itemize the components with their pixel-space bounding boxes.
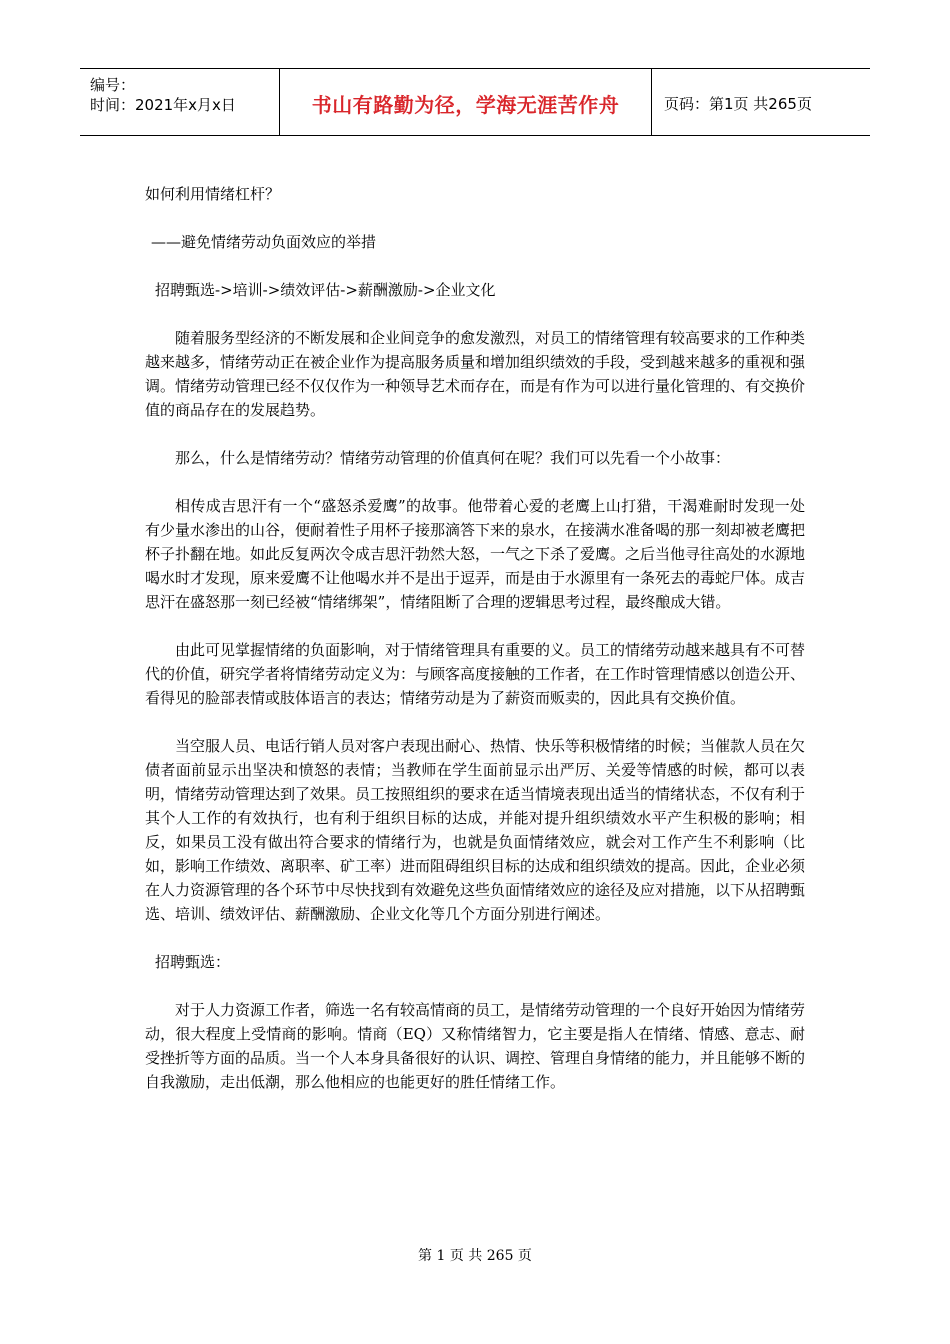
page-header [80,68,870,136]
header-meta [80,69,280,135]
document-title: 如何利用情绪杠杆？ [145,185,281,203]
section-heading-recruitment: 招聘甄选： [155,953,231,971]
document-subtitle: ——避免情绪劳动负面效应的举措 [151,233,377,251]
paragraph-story: 相传成吉思汗有一个“盛怒杀爱鹰”的故事。他带着心爱的老鹰上山打猎，干渴难耐时发现一处有少量水渗出的山谷，便耐着性子用杯子接那滴答下来的泉水，在接满水准备喝的那一刻却被老鹰把杯子扑翻在地。如此反复两次令成吉思汗勃然大怒，一气之下杀了爱鹰。之后当他寻往高处的水源地喝水时才发现，原来爱鹰不让他喝水并不是出于逗弄，而是由于水源里有一条死去的毒蛇尸体。成吉思汗在盛怒那一刻已经被“情绪绑架”，情绪阻断了合理的逻辑思考过程，最终酿成大错。 [145,497,806,611]
header-motto: 书山有路勤为径，学海无涯苦作舟 [311,92,620,117]
paragraph-definition: 由此可见掌握情绪的负面影响，对于情绪管理具有重要的义。员工的情绪劳动越来越具有不可替代的价值，研究学者将情绪劳动定义为：与顾客高度接触的工作者，在工作时管理情感以创造公开、看得见的脸部表情或肢体语言的表达；情绪劳动是为了薪资而贩卖的，因此具有交换价值。 [145,641,806,707]
document-body [145,182,805,1094]
paragraph-intro: 随着服务型经济的不断发展和企业间竞争的愈发激烈，对员工的情绪管理有较高要求的工作种类越来越多，情绪劳动正在被企业作为提高服务质量和增加组织绩效的手段，受到越来越多的重视和强调。情绪劳动管理已经不仅仅作为一种领导艺术而存在，而是有作为可以进行量化管理的、有交换价值的商品存在的发展趋势。 [145,329,806,419]
paragraph-effects: 当空服人员、电话行销人员对客户表现出耐心、热情、快乐等积极情绪的时候；当催款人员在欠债者面前显示出坚决和愤怒的表情；当教师在学生面前显示出严厉、关爱等情感的时候，都可以表明，情绪劳动管理达到了效果。员工按照组织的要求在适当情境表现出适当的情绪状态，不仅有利于其个人工作的有效执行，也有利于组织目标的达成，并能对提升组织绩效水平产生积极的影响；相反，如果员工没有做出符合要求的情绪行为，也就是负面情绪效应，就会对工作产生不利影响（比如，影响工作绩效、离职率、矿工率）进而阻碍组织目标的达成和组织绩效的提高。因此，企业必须在人力资源管理的各个环节中尽快找到有效避免这些负面情绪效应的途径及应对措施，以下从招聘甄选、培训、绩效评估、薪酬激励、企业文化等几个方面分别进行阐述。 [145,737,806,923]
paragraph-recruitment: 对于人力资源工作者，筛选一名有较高情商的员工，是情绪劳动管理的一个良好开始因为情绪劳动，很大程度上受情商的影响。情商（EQ）又称情绪智力，它主要是指人在情绪、情感、意志、耐受挫折等方面的品质。当一个人本身具备很好的认识、调控、管理自身情绪的能力，并且能够不断的自我激励，走出低潮，那么他相应的也能更好的胜任情绪工作。 [145,1001,806,1091]
process-flow: 招聘甄选->培训->绩效评估->薪酬激励->企业文化 [155,281,496,299]
document-number-label: 编号： [90,76,136,94]
document-time-label: 时间：2021年x月x日 [90,96,236,114]
header-page-info: 页码：第1页 共265页 [664,94,812,113]
page-footer: 第 1 页 共 265 页 [418,1248,532,1264]
header-motto-cell [280,69,652,135]
paragraph-question: 那么，什么是情绪劳动？情绪劳动管理的价值真何在呢？我们可以先看一个小故事： [175,449,731,467]
